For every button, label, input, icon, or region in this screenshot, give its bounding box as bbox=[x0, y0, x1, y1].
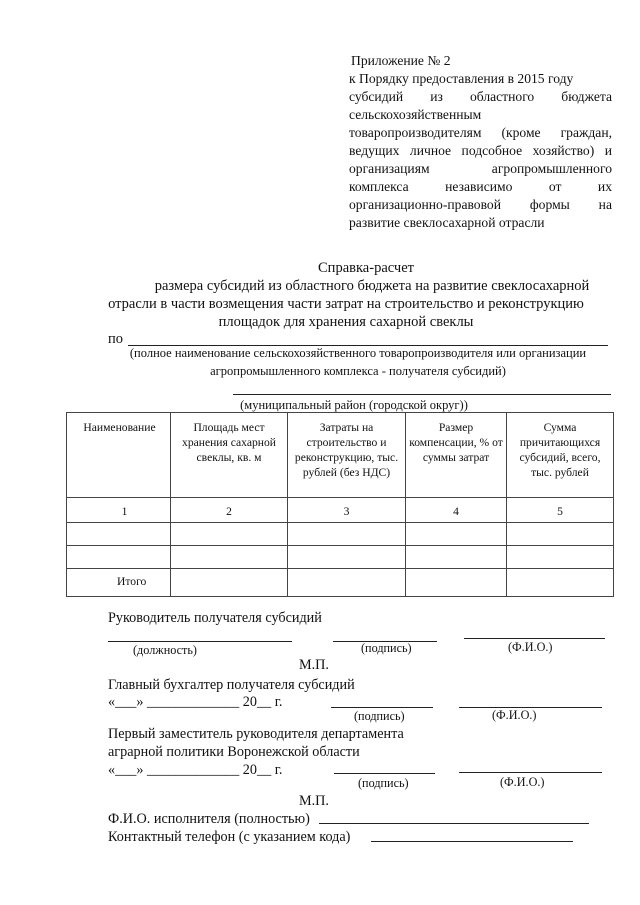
annex-line-9: развитие свеклосахарной отрасли bbox=[349, 215, 545, 230]
annex-title: Приложение № 2 bbox=[351, 53, 451, 68]
table-cell[interactable] bbox=[406, 523, 507, 546]
accountant-date[interactable]: «___» _____________ 20__ г. bbox=[108, 694, 283, 710]
annex-block bbox=[349, 52, 612, 232]
annex-line-3: сельскохозяйственным bbox=[349, 107, 482, 122]
table-cell[interactable] bbox=[288, 569, 406, 597]
header-name: Наименование bbox=[67, 413, 171, 498]
signature-line[interactable] bbox=[334, 773, 435, 774]
recipient-prefix: по bbox=[108, 331, 124, 347]
table-number-row bbox=[67, 498, 614, 523]
stamp-label: М.П. bbox=[299, 793, 329, 809]
annex-line-2: субсидий из областного бюджета bbox=[349, 89, 612, 104]
header-subsidy: Сумма причитающихся субсидий, всего, тыс. рублей bbox=[507, 413, 614, 498]
signature-caption: (подпись) bbox=[361, 641, 412, 655]
column-number: 3 bbox=[288, 498, 406, 523]
annex-line-4: товаропроизводителям (кроме граждан, bbox=[349, 125, 612, 140]
recipient-caption-2: агропромышленного комплекса - получателя субсидий) bbox=[210, 364, 506, 378]
signature-line[interactable] bbox=[331, 707, 433, 708]
table-cell[interactable] bbox=[288, 546, 406, 569]
column-number: 5 bbox=[507, 498, 614, 523]
deputy-title-line-1: Первый заместитель руководителя департамента bbox=[108, 726, 404, 742]
header-costs: Затраты на строительство и реконструкцию, тыс. рублей (без НДС) bbox=[288, 413, 406, 498]
stamp-label: М.П. bbox=[299, 657, 329, 673]
accountant-title: Главный бухгалтер получателя субсидий bbox=[108, 677, 355, 693]
name-line[interactable] bbox=[464, 638, 605, 639]
table-header-row bbox=[67, 413, 614, 498]
table-cell[interactable] bbox=[288, 523, 406, 546]
phone-label: Контактный телефон (с указанием кода) bbox=[108, 829, 351, 845]
deputy-date[interactable]: «___» _____________ 20__ г. bbox=[108, 762, 283, 778]
heading-line-3: площадок для хранения сахарной свеклы bbox=[218, 314, 474, 330]
table-cell[interactable] bbox=[171, 523, 288, 546]
name-line[interactable] bbox=[459, 772, 602, 773]
signature-caption: (подпись) bbox=[354, 709, 405, 723]
table-cell[interactable] bbox=[67, 546, 171, 569]
table-cell[interactable] bbox=[406, 546, 507, 569]
position-line[interactable] bbox=[108, 641, 292, 642]
annex-line-7: комплекса независимо от их bbox=[349, 179, 612, 194]
annex-line-5: ведущих личное подсобное хозяйство) и bbox=[349, 143, 612, 158]
header-compensation: Размер компенсации, % от суммы затрат bbox=[406, 413, 507, 498]
head-title: Руководитель получателя субсидий bbox=[108, 610, 322, 626]
district-line[interactable] bbox=[233, 394, 611, 395]
recipient-caption-1: (полное наименование сельскохозяйственного товаропроизводителя или организации bbox=[129, 346, 587, 360]
calculation-table bbox=[66, 412, 614, 597]
column-number: 4 bbox=[406, 498, 507, 523]
position-caption: (должность) bbox=[133, 643, 197, 657]
annex-line-6: организациям агропромышленного bbox=[349, 161, 612, 176]
name-caption: (Ф.И.О.) bbox=[492, 708, 537, 722]
annex-line-8: организационно-правовой формы на bbox=[349, 197, 612, 212]
table-cell[interactable] bbox=[507, 569, 614, 597]
table-row bbox=[67, 523, 614, 546]
signature-caption: (подпись) bbox=[358, 776, 409, 790]
district-caption: (муниципальный район (городской округ)) bbox=[240, 398, 468, 412]
heading-line-2: отрасли в части возмещения части затрат на строительство и реконструкцию bbox=[108, 296, 584, 312]
heading-line-1: размера субсидий из областного бюджета на развитие свеклосахарной bbox=[154, 278, 590, 294]
header-area: Площадь мест хранения сахарной свеклы, кв. м bbox=[171, 413, 288, 498]
table-cell[interactable] bbox=[507, 523, 614, 546]
table-cell[interactable] bbox=[406, 569, 507, 597]
deputy-title-line-2: аграрной политики Воронежской области bbox=[108, 744, 360, 760]
document-title: Справка-расчет bbox=[318, 260, 414, 276]
column-number: 2 bbox=[171, 498, 288, 523]
table-cell[interactable] bbox=[67, 523, 171, 546]
total-label: Итого bbox=[67, 569, 171, 597]
table-row bbox=[67, 546, 614, 569]
name-caption: (Ф.И.О.) bbox=[500, 775, 545, 789]
executor-line[interactable] bbox=[319, 823, 589, 824]
table-cell[interactable] bbox=[171, 546, 288, 569]
table-cell[interactable] bbox=[507, 546, 614, 569]
name-caption: (Ф.И.О.) bbox=[508, 640, 553, 654]
table-total-row bbox=[67, 569, 614, 597]
executor-label: Ф.И.О. исполнителя (полностью) bbox=[108, 811, 310, 827]
table-cell[interactable] bbox=[171, 569, 288, 597]
phone-line[interactable] bbox=[371, 841, 573, 842]
annex-line-1: к Порядку предоставления в 2015 году bbox=[349, 71, 574, 86]
column-number: 1 bbox=[67, 498, 171, 523]
